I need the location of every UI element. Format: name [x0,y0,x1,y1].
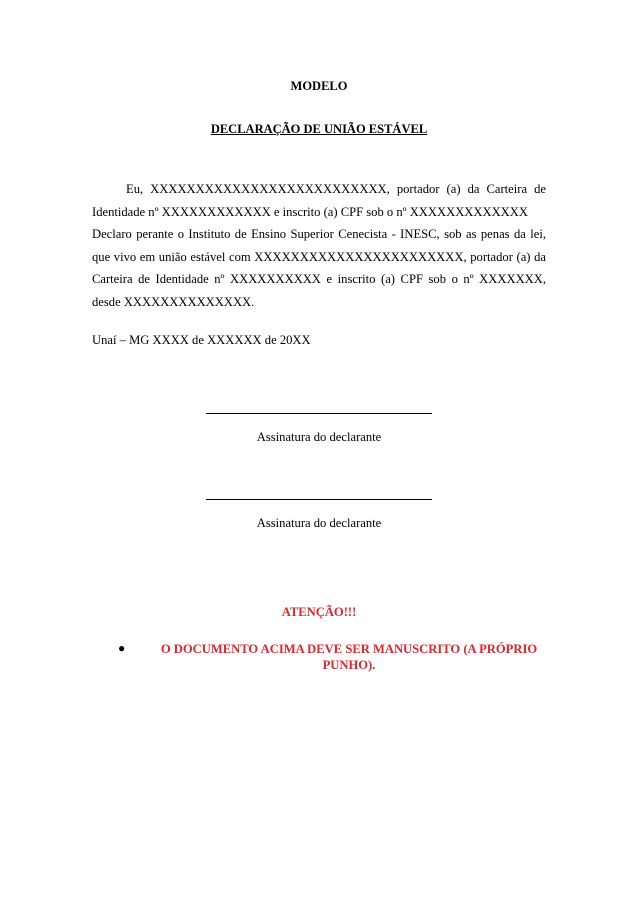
bullet-icon: ● [118,641,126,655]
signature-line-1 [206,413,432,414]
document-title [0,122,638,137]
signature-label-1: Assinatura do declarante [256,430,382,444]
declarant-paragraph: Eu, XXXXXXXXXXXXXXXXXXXXXXXXXX, portador (a) da Carteira de Identidade nº XXXXXXXXXXXX e inscrito (a) CPF sob o nº XXXXXXXXXXXXX [92,182,546,219]
signature-label-2: Assinatura do declarante [256,516,382,530]
signature-line-2 [206,499,432,500]
declaration-paragraph: Declaro perante o Instituto de Ensino Superior Cenecista - INESC, sob as penas da lei, que vivo em união estável com XXXXXXXXXXXXXXXXXXXXXXX, portador (a) da Carteira de Identidade nº XXXXXXXXXX e inscrito (a) CPF sob o nº XXXXXXX, desde XXXXXXXXXXXXXX. [92,227,546,309]
place-date: Unaí – MG XXXX de XXXXXX de 20XX [92,333,311,347]
document-title-text: DECLARAÇÃO DE UNIÃO ESTÁVEL [210,122,428,136]
warning-text: O DOCUMENTO ACIMA DEVE SER MANUSCRITO (A PRÓPRIO PUNHO). [160,642,538,672]
declaration-body [92,178,546,314]
model-label: MODELO [290,79,348,93]
warning-title: ATENÇÃO!!! [281,605,357,619]
